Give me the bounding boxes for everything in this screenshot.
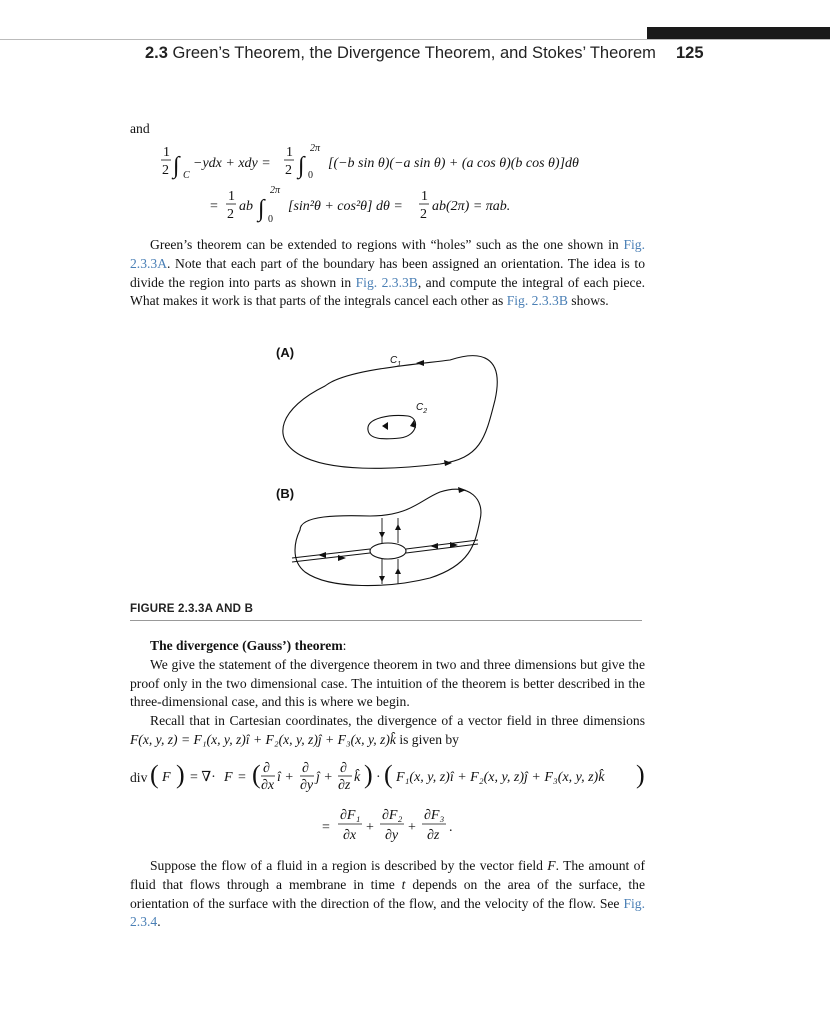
p1-text-4: shows. xyxy=(567,293,609,309)
arrow-b-6 xyxy=(395,524,401,530)
svg-text:F₁(x, y, z)î + F₂(x, y, z)ĵ +: F₁(x, y, z)î + F₂(x, y, z)ĵ + F₃(x, y, z)k̂ xyxy=(396,770,605,785)
svg-text:2: 2 xyxy=(227,207,234,222)
svg-text:∂: ∂ xyxy=(302,761,309,776)
p1-text-2: . Note that each part of the boundary has been assigned an orientation. The idea is to divide the region into parts as shown in xyxy=(130,255,645,290)
figure-diagram xyxy=(270,340,510,600)
link-fig-2-3-3b[interactable]: Fig. 2.3.3B xyxy=(355,274,418,290)
svg-text:2: 2 xyxy=(420,207,427,222)
p1-text-1: Green’s theorem can be extended to regions with “holes” such as the one shown in xyxy=(150,237,624,252)
arrow-b-1 xyxy=(318,552,326,558)
figure-label-a: (A) xyxy=(276,345,295,360)
svg-text:2: 2 xyxy=(285,163,292,178)
svg-text:∂x: ∂x xyxy=(261,778,275,793)
arrow-b-8 xyxy=(395,568,401,574)
divergence-p2-a: Recall that in Cartesian coordinates, the divergence of a vector field in three dimensions xyxy=(150,713,645,729)
svg-text:∫: ∫ xyxy=(298,153,305,179)
outer-boundary-a xyxy=(283,356,497,469)
svg-text:−ydx + xdy =: −ydx + xdy = xyxy=(193,156,271,171)
hole-boundary-a xyxy=(368,416,416,439)
figure-label-b: (B) xyxy=(276,486,295,501)
svg-text:∫: ∫ xyxy=(258,196,265,222)
svg-text:(: ( xyxy=(252,760,261,789)
divergence-section xyxy=(130,637,645,750)
svg-text:∂y: ∂y xyxy=(385,828,399,843)
flow-text-2: . The amount of fluid that flows through a membrane in time xyxy=(130,858,645,892)
svg-text:1: 1 xyxy=(228,189,235,204)
heading-colon: : xyxy=(342,638,347,653)
caption-rule xyxy=(130,620,642,621)
arrow-hole xyxy=(382,422,388,430)
svg-text:(: ( xyxy=(384,760,393,789)
p1-text-3: , and compute the integral of each piece. What makes it work is that parts of the integrals cancel each other as xyxy=(130,274,646,309)
section-number: 2.3 xyxy=(145,44,168,62)
svg-text:2π: 2π xyxy=(270,185,281,196)
outer-boundary-b xyxy=(295,489,481,585)
divergence-heading: The divergence (Gauss’) theorem xyxy=(150,638,343,653)
page-number: 125 xyxy=(676,44,704,62)
svg-text:2π: 2π xyxy=(310,143,321,154)
flow-text-3: depends on the area of the surface, the orientation of the surface with the direction of the flow, and the velocity of the flow. See xyxy=(130,876,645,911)
svg-text:= ∇·: = ∇· xyxy=(190,770,216,785)
svg-text:∂F₂: ∂F₂ xyxy=(382,808,403,823)
svg-text:ab: ab xyxy=(239,199,253,214)
svg-text:∂y: ∂y xyxy=(300,778,314,793)
svg-text:·: · xyxy=(376,770,381,785)
svg-text:=: = xyxy=(238,770,246,785)
arrow-b-7 xyxy=(379,576,385,582)
svg-text:∂F₃: ∂F₃ xyxy=(424,808,445,823)
arrow-outer-bottom xyxy=(444,460,452,466)
svg-text:): ) xyxy=(176,760,185,789)
link-fig-2-3-4[interactable]: Fig. 2.3.4 xyxy=(130,895,645,930)
svg-text:∂: ∂ xyxy=(263,761,270,776)
svg-text:∂z: ∂z xyxy=(338,778,351,793)
svg-text:1: 1 xyxy=(163,145,170,160)
arrow-b-3 xyxy=(430,543,438,549)
cut-line-h4 xyxy=(406,544,478,553)
svg-text:+: + xyxy=(408,820,416,835)
header-rule xyxy=(0,39,830,40)
svg-text:î +: î + xyxy=(277,770,294,785)
divergence-p1: We give the statement of the divergence theorem in two and three dimensions but give the proof only in the two dimensional case. The intuition of the theorem is better described in the three-dimensional case, and this is where we begin. xyxy=(130,656,645,710)
svg-text:): ) xyxy=(364,760,373,789)
arrow-outer-top xyxy=(416,360,424,366)
svg-text:F: F xyxy=(162,770,171,785)
svg-text:∂: ∂ xyxy=(340,761,347,776)
c1-letter: C xyxy=(390,355,398,366)
svg-text:1: 1 xyxy=(421,189,428,204)
section-title: Green’s Theorem, the Divergence Theorem, and Stokes’ Theorem xyxy=(172,44,656,62)
svg-text:): ) xyxy=(636,760,645,789)
paragraph-holes xyxy=(130,236,645,311)
field-expression: F(x, y, z) = F₁(x, y, z)î + F₂(x, y, z)ĵ + F₃(x, y, z)k̂ xyxy=(130,731,396,747)
equation-math xyxy=(155,140,625,225)
divergence-equation xyxy=(150,755,650,845)
svg-text:∂z: ∂z xyxy=(427,828,440,843)
svg-text:∫: ∫ xyxy=(173,153,180,179)
divergence-p2-b: is given by xyxy=(395,731,459,747)
link-fig-2-3-3a[interactable]: Fig. 2.3.3A xyxy=(130,237,645,271)
div-label: div xyxy=(130,770,148,785)
svg-text:0: 0 xyxy=(268,214,273,225)
svg-text:C: C xyxy=(183,170,190,181)
svg-text:∂F₁: ∂F₁ xyxy=(340,808,361,823)
svg-text:(: ( xyxy=(150,760,159,789)
svg-text:+: + xyxy=(366,820,374,835)
paragraph-flow xyxy=(130,857,645,932)
vector-f: F xyxy=(547,858,556,873)
svg-text:=: = xyxy=(210,199,218,214)
flow-text-4: . xyxy=(157,914,161,930)
flow-text-1: Suppose the flow of a fluid in a region is described by the vector field xyxy=(150,858,548,873)
svg-text:∂x: ∂x xyxy=(343,828,357,843)
figure-caption: FIGURE 2.3.3A AND B xyxy=(130,603,254,615)
arrow-b-5 xyxy=(379,532,385,538)
svg-text:2: 2 xyxy=(162,163,169,178)
svg-text:ĵ +: ĵ + xyxy=(316,770,333,785)
svg-text:=: = xyxy=(322,820,330,835)
c1-sub: 1 xyxy=(397,361,402,368)
svg-text:F: F xyxy=(224,770,233,785)
svg-text:k̂: k̂ xyxy=(354,770,361,785)
time-variable: t xyxy=(401,876,406,892)
svg-text:1: 1 xyxy=(286,145,293,160)
c2-letter: C xyxy=(416,402,424,413)
cut-line-h3 xyxy=(406,540,478,549)
cut-line-h2 xyxy=(292,553,370,562)
svg-text:[sin²θ + cos²θ] dθ =: [sin²θ + cos²θ] dθ = xyxy=(288,199,403,214)
cut-line-h1 xyxy=(292,549,370,558)
c2-sub: 2 xyxy=(423,408,428,415)
svg-text:.: . xyxy=(449,820,453,835)
svg-text:ab(2π) = πab.: ab(2π) = πab. xyxy=(432,199,511,214)
svg-text:0: 0 xyxy=(308,170,313,181)
intro-word: and xyxy=(130,121,150,136)
hole-boundary-b xyxy=(370,543,406,559)
running-head xyxy=(145,44,656,63)
arrow-b-top xyxy=(458,487,466,493)
link-fig-2-3-3b-2[interactable]: Fig. 2.3.3B xyxy=(506,293,568,309)
svg-text:[(−b sin θ)(−a sin θ) + (a cos: [(−b sin θ)(−a sin θ) + (a cos θ)(b cos θ)]dθ xyxy=(328,156,579,171)
